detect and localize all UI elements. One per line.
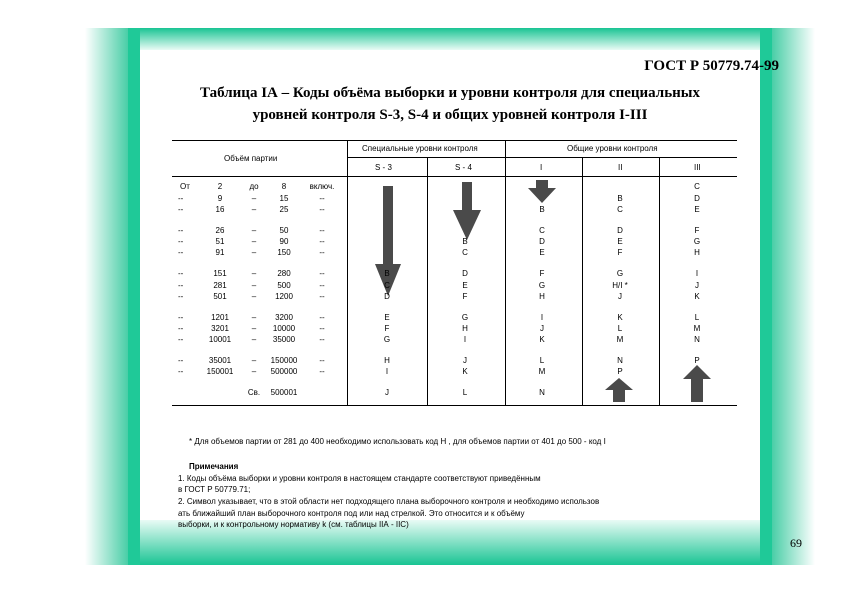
- code-letter-cell: E: [694, 205, 700, 214]
- arrow-down-s3-icon: [375, 186, 401, 296]
- lot-size-cell: --: [319, 205, 325, 214]
- note-line-3: 2. Символ указывает, что в этой области нет подходящего плана выборочного контроля и необходимо использов: [178, 497, 600, 506]
- lot-size-cell: 35000: [272, 335, 296, 344]
- lot-size-cell: Св.: [247, 388, 261, 397]
- lot-size-cell: включ.: [309, 182, 335, 191]
- lot-size-cell: --: [178, 313, 184, 322]
- code-letter-cell: K: [462, 367, 468, 376]
- code-letter-cell: E: [539, 248, 545, 257]
- lot-size-cell: 2: [217, 182, 223, 191]
- lot-size-cell: --: [178, 248, 184, 257]
- note-line-2: в ГОСТ Р 50779.71;: [178, 485, 251, 494]
- code-letter-cell: G: [693, 237, 701, 246]
- lot-size-cell: –: [251, 281, 257, 290]
- lot-size-cell: 500000: [270, 367, 298, 376]
- code-letter-cell: C: [462, 248, 468, 257]
- code-letter-cell: I: [695, 269, 699, 278]
- code-letter-cell: G: [383, 335, 391, 344]
- code-letter-cell: D: [462, 269, 468, 278]
- col-III: III: [694, 163, 701, 172]
- code-letter-cell: F: [617, 248, 623, 257]
- gost-header: ГОСТ Р 50779.74-99: [644, 58, 779, 74]
- lot-size-cell: 90: [279, 237, 289, 246]
- title-line-1: Таблица IА – Коды объёма выборки и уровни контроля для специальных: [199, 85, 701, 101]
- code-letter-cell: M: [693, 324, 701, 333]
- lot-size-cell: --: [319, 269, 325, 278]
- lot-size-cell: --: [319, 367, 325, 376]
- lot-size-cell: –: [251, 335, 257, 344]
- lot-size-cell: 500: [277, 281, 291, 290]
- lot-size-cell: 91: [215, 248, 225, 257]
- lot-size-cell: --: [319, 194, 325, 203]
- lot-size-header: Объём партии: [224, 154, 278, 163]
- lot-size-cell: --: [319, 356, 325, 365]
- code-letter-cell: G: [461, 313, 469, 322]
- lot-size-cell: --: [178, 281, 184, 290]
- code-letter-cell: H: [384, 356, 390, 365]
- code-letter-cell: L: [694, 313, 700, 322]
- general-levels-header: Общие уровни контроля: [567, 144, 658, 153]
- lot-size-cell: --: [178, 356, 184, 365]
- code-letter-cell: B: [384, 269, 390, 278]
- code-letter-cell: H: [694, 248, 700, 257]
- page-title: [140, 82, 760, 126]
- lot-size-cell: 51: [215, 237, 225, 246]
- sample-code-table: [172, 140, 737, 406]
- code-letter-cell: P: [617, 367, 623, 376]
- lot-size-cell: –: [251, 248, 257, 257]
- title-line-2: уровней контроля S-3, S-4 и общих уровней контроля I-III: [252, 107, 648, 123]
- code-letter-cell: E: [617, 237, 623, 246]
- code-letter-cell: J: [618, 292, 622, 301]
- page-number: 69: [790, 536, 802, 550]
- code-letter-cell: L: [462, 388, 468, 397]
- lot-size-cell: 26: [215, 226, 225, 235]
- code-letter-cell: B: [462, 237, 468, 246]
- lot-size-cell: --: [178, 367, 184, 376]
- code-letter-cell: E: [462, 281, 468, 290]
- lot-size-cell: 150001: [206, 367, 234, 376]
- frame-top: [140, 28, 760, 50]
- code-letter-cell: N: [617, 356, 623, 365]
- lot-size-cell: --: [319, 281, 325, 290]
- code-letter-cell: L: [617, 324, 623, 333]
- code-letter-cell: D: [617, 226, 623, 235]
- arrow-down-I-icon: [528, 180, 556, 203]
- lot-size-cell: --: [178, 324, 184, 333]
- code-letter-cell: C: [384, 281, 390, 290]
- lot-size-cell: --: [319, 335, 325, 344]
- lot-size-cell: –: [251, 324, 257, 333]
- code-letter-cell: J: [463, 356, 467, 365]
- lot-size-cell: –: [251, 292, 257, 301]
- col-I: I: [540, 163, 543, 172]
- code-letter-cell: I: [385, 367, 389, 376]
- lot-size-cell: 151: [213, 269, 227, 278]
- code-letter-cell: F: [384, 324, 390, 333]
- lot-size-cell: –: [251, 313, 257, 322]
- lot-size-cell: 9: [217, 194, 223, 203]
- lot-size-cell: 50: [279, 226, 289, 235]
- lot-size-cell: --: [178, 269, 184, 278]
- lot-size-cell: 1201: [211, 313, 229, 322]
- code-letter-cell: G: [616, 269, 624, 278]
- lot-size-cell: 281: [213, 281, 227, 290]
- code-letter-cell: C: [617, 205, 623, 214]
- lot-size-cell: 8: [281, 182, 287, 191]
- lot-size-cell: 15: [279, 194, 289, 203]
- lot-size-cell: 16: [215, 205, 225, 214]
- code-letter-cell: J: [695, 281, 699, 290]
- note-line-5: выборки, и к контрольному нормативу k (см. таблицы IIА - IIС): [178, 520, 409, 529]
- code-letter-cell: D: [694, 194, 700, 203]
- lot-size-cell: 10000: [272, 324, 296, 333]
- code-letter-cell: F: [462, 292, 468, 301]
- lot-size-cell: 500001: [270, 388, 298, 397]
- lot-size-cell: --: [178, 226, 184, 235]
- code-letter-cell: I: [463, 335, 467, 344]
- lot-size-cell: 3201: [211, 324, 229, 333]
- code-letter-cell: B: [539, 205, 545, 214]
- lot-size-cell: --: [178, 194, 184, 203]
- lot-size-cell: –: [251, 356, 257, 365]
- lot-size-cell: 150: [277, 248, 291, 257]
- lot-size-cell: --: [319, 324, 325, 333]
- col-s3: S - 3: [375, 163, 392, 172]
- note-line-4: ать ближайший план выборочного контроля под или над стрелкой. Это относится и к объёму: [178, 509, 525, 518]
- code-letter-cell: L: [539, 356, 545, 365]
- code-letter-cell: H: [539, 292, 545, 301]
- lot-size-cell: --: [319, 248, 325, 257]
- lot-size-cell: --: [178, 292, 184, 301]
- code-letter-cell: F: [539, 269, 545, 278]
- code-letter-cell: M: [538, 367, 546, 376]
- lot-size-cell: 3200: [275, 313, 293, 322]
- code-letter-cell: J: [540, 324, 544, 333]
- arrow-down-s4-icon: [453, 182, 481, 240]
- lot-from-label: От: [180, 182, 190, 191]
- arrow-up-III-icon: [683, 365, 711, 402]
- code-letter-cell: H: [462, 324, 468, 333]
- col-s4: S - 4: [455, 163, 472, 172]
- lot-size-cell: --: [178, 335, 184, 344]
- code-letter-cell: C: [694, 182, 700, 191]
- lot-size-cell: –: [251, 226, 257, 235]
- lot-size-cell: --: [178, 237, 184, 246]
- lot-size-cell: 25: [279, 205, 289, 214]
- lot-size-cell: –: [251, 237, 257, 246]
- lot-size-cell: –: [251, 205, 257, 214]
- lot-size-cell: --: [319, 292, 325, 301]
- arrow-up-II-icon: [605, 378, 633, 402]
- code-letter-cell: B: [617, 194, 623, 203]
- frame-right-strip: [760, 28, 772, 565]
- footnote: * Для объемов партии от 281 до 400 необходимо использовать код H , для объемов партии от 401 до 500 - код I: [189, 437, 606, 446]
- code-letter-cell: E: [384, 313, 390, 322]
- lot-size-cell: –: [251, 269, 257, 278]
- code-letter-cell: K: [539, 335, 545, 344]
- code-letter-cell: J: [385, 388, 389, 397]
- col-II: II: [618, 163, 623, 172]
- lot-size-cell: 150000: [270, 356, 298, 365]
- lot-size-cell: 1200: [275, 292, 293, 301]
- note-line-1: 1. Коды объёма выборки и уровни контроля в настоящем стандарте соответствуют приведённым: [178, 474, 541, 483]
- lot-size-cell: –: [251, 194, 257, 203]
- code-letter-cell: C: [539, 226, 545, 235]
- code-letter-cell: D: [539, 237, 545, 246]
- code-letter-cell: N: [539, 388, 545, 397]
- lot-size-cell: 10001: [208, 335, 232, 344]
- lot-size-cell: 280: [277, 269, 291, 278]
- lot-size-cell: --: [319, 313, 325, 322]
- lot-size-cell: до: [249, 182, 259, 191]
- code-letter-cell: D: [384, 292, 390, 301]
- code-letter-cell: P: [694, 356, 700, 365]
- notes-title: Примечания: [189, 462, 239, 471]
- special-levels-header: Специальные уровни контроля: [362, 144, 478, 153]
- code-letter-cell: K: [694, 292, 700, 301]
- code-letter-cell: M: [616, 335, 624, 344]
- lot-size-cell: --: [178, 205, 184, 214]
- lot-size-cell: –: [251, 367, 257, 376]
- lot-size-cell: 35001: [208, 356, 232, 365]
- code-letter-cell: H/I *: [612, 281, 628, 290]
- code-letter-cell: F: [694, 226, 700, 235]
- code-letter-cell: G: [538, 281, 546, 290]
- frame-left-strip: [128, 28, 140, 565]
- lot-size-cell: --: [319, 237, 325, 246]
- lot-size-cell: --: [319, 226, 325, 235]
- code-letter-cell: N: [694, 335, 700, 344]
- code-letter-cell: K: [617, 313, 623, 322]
- lot-size-cell: 501: [213, 292, 227, 301]
- code-letter-cell: I: [540, 313, 544, 322]
